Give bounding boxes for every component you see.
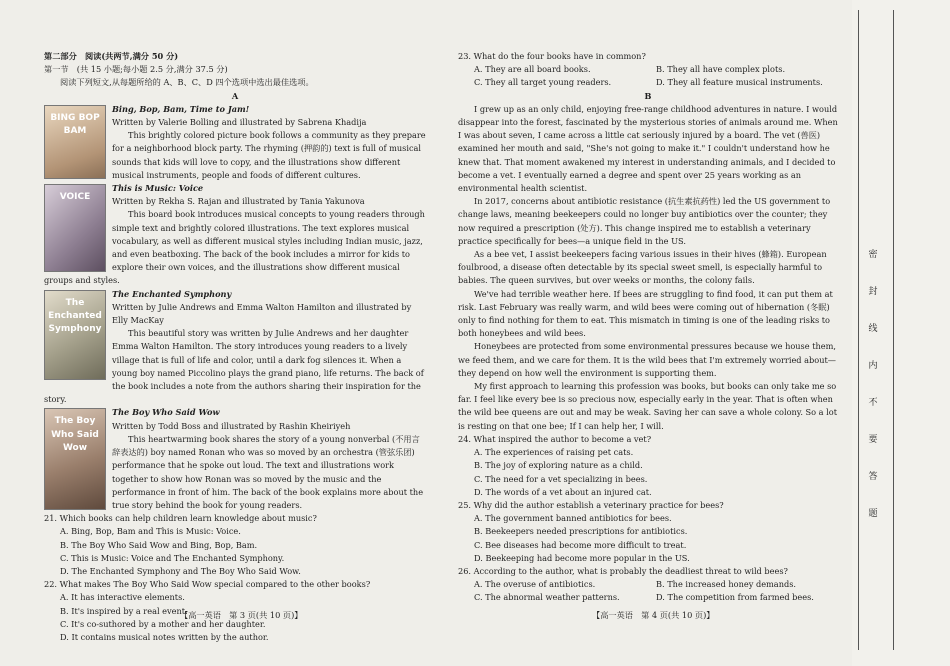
answer-option: B. The Boy Who Said Wow and Bing, Bop, Bam.	[60, 539, 258, 550]
book-description: This heartwarming book shares the story of a young nonverbal (不用言辞表达的) boy named Ronan who was so moved by an orchestra (管弦乐团) performance that he spoke out loud. The text and illustrations work together to show how Ronan was so moved by the music and the performance in front of him. The back of the book explains more about the true story behind the book for young readers.	[112, 433, 424, 510]
passage-paragraph: Honeybees are protected from some environmental pressures because we house them, we feed them, and we care for them. It is the wild bees that I'm extremely worried about—they depend on how well the environment is supporting them.	[458, 341, 836, 378]
seal-line-notice: 密 封 线 内 不 要 答 题	[868, 250, 878, 519]
question-stem: 23. What do the four books have in common?	[458, 51, 646, 61]
book-author: Written by Rekha S. Rajan and illustrated by Tania Yakunova	[112, 196, 365, 207]
answer-option: D. The Enchanted Symphony and The Boy Who Said Wow.	[60, 565, 301, 576]
answer-option: B. It's inspired by a real event.	[60, 605, 188, 616]
passage-a-label: A	[231, 90, 239, 101]
book-author: Written by Todd Boss and illustrated by Rashin Kheiriyeh	[112, 420, 351, 431]
book-title: Bing, Bop, Bam, Time to Jam!	[112, 103, 250, 114]
passage-paragraph: My first approach to learning this profession was books, but books can only take me so far. I feel like every bee is so precious now, especially early in the year. That is often when the wild bee queens are out and may be weak. Saving her can save a whole colony. So a lot is resting on that one bee; If I can help her, I will.	[458, 381, 838, 431]
answer-option: B. They all have complex plots.	[656, 64, 786, 75]
book-cover-image: BING BOP BAM	[44, 105, 106, 179]
book-entry	[44, 103, 426, 182]
left-column	[44, 50, 426, 644]
question-stem: 21. Which books can help children learn knowledge about music?	[44, 513, 317, 524]
answer-option: C. The abnormal weather patterns.	[474, 592, 620, 603]
book-entry	[44, 406, 426, 512]
passage-paragraph: We've had terrible weather here. If bees are struggling to find food, it can put them at risk. Last February was really warm, and wild bees were coming out of hibernation (冬眠) only to find nothing for them to eat. This mismatch in timing is one of the leading risks to both honeybees and wild bees.	[458, 288, 833, 339]
part-title: 第二部分 阅读(共两节,满分 50 分)	[44, 51, 179, 61]
answer-options	[458, 63, 838, 89]
question-stem: 22. What makes The Boy Who Said Wow special compared to the other books?	[44, 579, 371, 590]
answer-option: C. This is Music: Voice and The Enchanted Symphony.	[60, 552, 285, 563]
book-cover-image: The Boy Who Said Wow	[44, 408, 106, 510]
answer-option: C. The need for a vet specializing in bees.	[474, 473, 648, 484]
answer-option: B. The joy of exploring nature as a child.	[474, 460, 643, 471]
seal-line	[858, 10, 859, 650]
answer-option: D. The words of a vet about an injured cat.	[474, 486, 652, 497]
answer-option: C. Bee diseases had become more difficult to treat.	[474, 539, 687, 550]
answer-option: B. Beekeepers needed prescriptions for antibiotics.	[474, 526, 688, 537]
section-title: 第一节 (共 15 小题;每小题 2.5 分,满分 37.5 分)	[44, 64, 228, 75]
answer-option: C. They all target young readers.	[474, 77, 612, 88]
answer-option: B. The increased honey demands.	[656, 579, 797, 590]
answer-option: D. The competition from farmed bees.	[656, 592, 814, 603]
passage-b-label: B	[644, 90, 652, 101]
answer-option: A. It has interactive elements.	[60, 592, 185, 603]
book-title: The Boy Who Said Wow	[112, 407, 220, 418]
book-description: This board book introduces musical concepts to young readers through simple text and brightly colored illustrations. The text explores musical vocabulary, as well as different musical styles including Indian music, jazz, and even beatboxing. The back of the book includes a mirror for kids to explore their own voices, and the illustrations show different musical groups and styles.	[44, 209, 425, 286]
book-title: The Enchanted Symphony	[112, 288, 232, 299]
book-cover-image: VOICE	[44, 184, 106, 272]
instruction: 阅读下列短文,从每题所给的 A、B、C、D 四个选项中选出最佳选项。	[60, 77, 314, 88]
answer-option: A. Bing, Bop, Bam and This is Music: Voice.	[60, 526, 241, 537]
book-author: Written by Valerie Bolling and illustrated by Sabrena Khadija	[112, 117, 367, 128]
answer-option: D. Beekeeping had become more popular in the US.	[474, 552, 690, 563]
answer-option: C. It's co-suthored by a mother and her daughter.	[60, 618, 266, 629]
book-entry	[44, 182, 426, 288]
page-footer-left: 【高一英语 第 3 页(共 10 页)】	[180, 610, 303, 620]
book-author: Written by Julie Andrews and Emma Walton Hamilton and illustrated by Elly MacKay	[112, 301, 412, 326]
book-cover-image: The Enchanted Symphony	[44, 290, 106, 380]
answer-option: A. The experiences of raising pet cats.	[474, 447, 634, 458]
answer-option: D. They all feature musical instruments.	[656, 77, 823, 88]
question-stem: 25. Why did the author establish a veterinary practice for bees?	[458, 499, 724, 510]
passage-paragraph: I grew up as an only child, enjoying free-range childhood adventures in nature. I would disappear into the forest, fascinated by the mysterious stories of animals around me. When I was about seven, I came across a little cat seriously injured by a board. The vet (兽医) examined her mouth and said, "She's not going to make it." I couldn't understand how he knew that. That moment awakened my interest in understanding animals, and I decided to become a vet. I eventually earned a degree and spent over 25 years working as an environmental health scientist.	[458, 103, 838, 194]
book-title: This is Music: Voice	[112, 183, 204, 194]
answer-option: D. It contains musical notes written by the author.	[60, 631, 269, 642]
answer-option: A. The government banned antibiotics for bees.	[474, 513, 672, 524]
page-footer-right: 【高一英语 第 4 页(共 10 页)】	[592, 610, 715, 620]
passage-paragraph: In 2017, concerns about antibiotic resistance (抗生素抗药性) led the US government to change laws, meaning beekeepers could no longer buy antibiotics over the counter; they now required a prescription (处方). This change inspired me to establish a veterinary practice specifically for bees—a unique field in the US.	[458, 196, 831, 246]
answer-options	[458, 578, 838, 604]
book-description: This beautiful story was written by Julie Andrews and her daughter Emma Walton Hamilton. The story introduces young readers to a lively village that is full of life and color, until a dark fog silences it. When a young boy named Piccolino plays the grand piano, life returns. The back of the book includes a note from the authors sharing their inspiration for the story.	[44, 328, 424, 405]
question-stem: 24. What inspired the author to become a vet?	[458, 433, 652, 444]
answer-option: A. They are all board books.	[474, 64, 591, 75]
passage-paragraph: As a bee vet, I assist beekeepers facing various issues in their hives (蜂箱). European foulbrood, a disease often detectable by its special sweet smell, is especially harmful to babies. The queen survives, but over weeks or months, the colony fails.	[458, 249, 827, 286]
book-entry	[44, 288, 426, 407]
question-stem: 26. According to the author, what is probably the deadliest threat to wild bees?	[458, 565, 788, 576]
book-description: This brightly colored picture book follows a community as they prepare for a neighborhood block party. The rhyming (押韵的) text is full of musical sounds that kids will love to copy, and the illustrations show different musical instruments, people and foods of different cultures.	[112, 130, 426, 180]
seal-line	[893, 10, 894, 650]
right-column	[458, 50, 838, 605]
answer-option: A. The overuse of antibiotics.	[474, 579, 596, 590]
